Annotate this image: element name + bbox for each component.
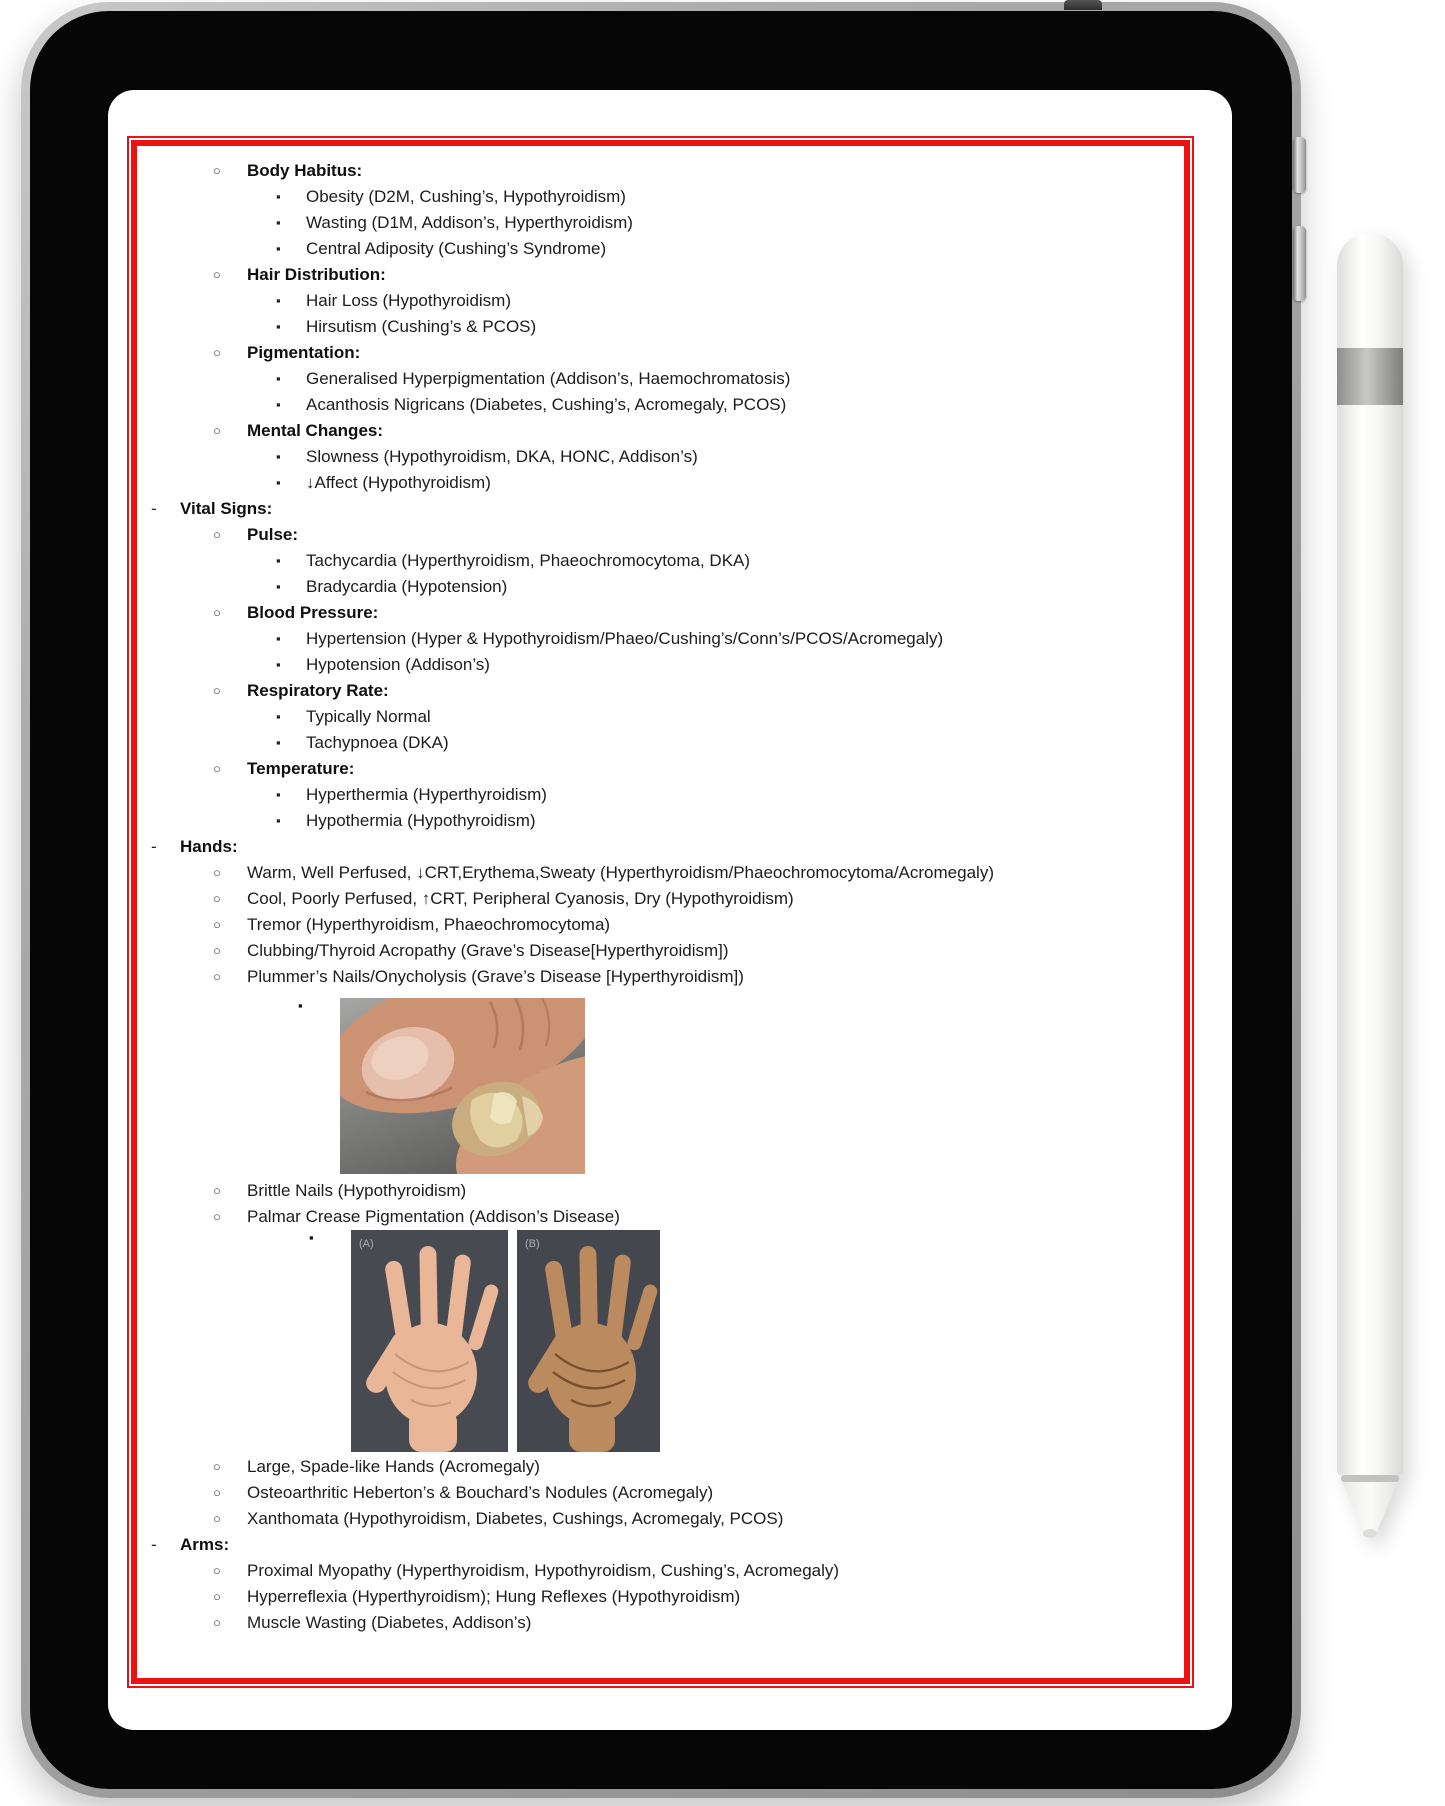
list-item-text: Slowness (Hypothyroidism, DKA, HONC, Addison’s) <box>306 447 698 466</box>
list-item-text: Temperature: <box>247 759 355 778</box>
circle-bullet: ○ <box>213 1615 221 1630</box>
circle-bullet: ○ <box>213 605 221 620</box>
square-bullet: ▪ <box>276 371 281 386</box>
list-item-text: Tachypnoea (DKA) <box>306 733 449 752</box>
list-item <box>137 1178 1184 1204</box>
square-bullet: ▪ <box>276 189 281 204</box>
list-item-text: Plummer’s Nails/Onycholysis (Grave’s Disease [Hyperthyroidism]) <box>247 967 744 986</box>
list-item-text: Hypertension (Hyper & Hypothyroidism/Phaeo/Cushing’s/Conn’s/PCOS/Acromegaly) <box>306 629 944 648</box>
list-item-text: Blood Pressure: <box>247 603 379 622</box>
list-item-text: Bradycardia (Hypotension) <box>306 577 508 596</box>
square-bullet: ▪ <box>276 579 281 594</box>
list-item <box>137 1480 1184 1506</box>
list-item-text: Hypotension (Addison’s) <box>306 655 490 674</box>
photo-panel-a <box>351 1230 508 1452</box>
circle-bullet: ○ <box>213 1485 221 1500</box>
list-item-text: Tachycardia (Hyperthyroidism, Phaeochromocytoma, DKA) <box>306 551 751 570</box>
list-item <box>137 574 1184 600</box>
list-item <box>137 964 1184 990</box>
list-item-text: Palmar Crease Pigmentation (Addison’s Disease) <box>247 1207 620 1226</box>
document-page <box>131 140 1190 1684</box>
list-item <box>137 522 1184 548</box>
list-item <box>137 1532 1184 1558</box>
list-item <box>137 626 1184 652</box>
list-item <box>137 652 1184 678</box>
list-item-text: Muscle Wasting (Diabetes, Addison’s) <box>247 1613 532 1632</box>
list-item-text: Pulse: <box>247 525 299 544</box>
square-bullet: ▪ <box>276 449 281 464</box>
list-item-text: Vital Signs: <box>180 499 273 518</box>
square-bullet: ▪ <box>276 293 281 308</box>
power-button <box>1064 0 1102 10</box>
apple-pencil <box>1337 233 1403 1539</box>
photo-panel-b <box>517 1230 660 1452</box>
list-item-text: Wasting (D1M, Addison’s, Hyperthyroidism) <box>306 213 633 232</box>
palmar-crease-photo <box>309 1230 660 1452</box>
list-item <box>137 470 1184 496</box>
pencil-body <box>1337 233 1403 1475</box>
list-item <box>137 1506 1184 1532</box>
panel-label-a: (A) <box>359 1238 374 1250</box>
circle-bullet: ○ <box>213 423 221 438</box>
list-item <box>137 314 1184 340</box>
square-bullet: ▪ <box>276 241 281 256</box>
square-bullet: ▪ <box>298 998 303 1013</box>
list-item-text: Hirsutism (Cushing’s & PCOS) <box>306 317 537 336</box>
list-item <box>137 262 1184 288</box>
list-item-text: Tremor (Hyperthyroidism, Phaeochromocytoma) <box>247 915 611 934</box>
list-item-text: Hair Distribution: <box>247 265 386 284</box>
list-item <box>137 730 1184 756</box>
list-item <box>137 210 1184 236</box>
list-item-text: Obesity (D2M, Cushing’s, Hypothyroidism) <box>306 187 626 206</box>
list-item <box>137 392 1184 418</box>
square-bullet: ▪ <box>276 709 281 724</box>
list-item <box>137 886 1184 912</box>
square-bullet: ▪ <box>276 631 281 646</box>
circle-bullet: ○ <box>213 267 221 282</box>
list-item <box>137 1584 1184 1610</box>
list-item-text: Brittle Nails (Hypothyroidism) <box>247 1181 467 1200</box>
list-item <box>137 340 1184 366</box>
list-item-text: Clubbing/Thyroid Acropathy (Grave’s Disease[Hyperthyroidism]) <box>247 941 729 960</box>
list-item <box>137 1610 1184 1636</box>
list-item-text: Warm, Well Perfused, ↓CRT,Erythema,Sweaty (Hyperthyroidism/Phaeochromocytoma/Acromegaly) <box>247 863 994 882</box>
circle-bullet: ○ <box>213 527 221 542</box>
list-item <box>137 236 1184 262</box>
list-item <box>137 860 1184 886</box>
list-item <box>137 600 1184 626</box>
circle-bullet: ○ <box>213 891 221 906</box>
list-item-text: Central Adiposity (Cushing’s Syndrome) <box>306 239 607 258</box>
list-item-text: Cool, Poorly Perfused, ↑CRT, Peripheral Cyanosis, Dry (Hypothyroidism) <box>247 889 794 908</box>
list-item <box>137 1204 1184 1230</box>
circle-bullet: ○ <box>213 1209 221 1224</box>
pencil-ring <box>1341 1475 1399 1482</box>
square-bullet: ▪ <box>276 215 281 230</box>
list-item <box>137 782 1184 808</box>
list-item-text: Hyperthermia (Hyperthyroidism) <box>306 785 547 804</box>
circle-bullet: ○ <box>213 1589 221 1604</box>
square-bullet: ▪ <box>276 813 281 828</box>
tablet-frame <box>21 2 1301 1798</box>
list-item-text: Generalised Hyperpigmentation (Addison’s, Haemochromatosis) <box>306 369 791 388</box>
list-item-text: Hair Loss (Hypothyroidism) <box>306 291 511 310</box>
volume-down-button <box>1293 226 1306 301</box>
list-item <box>137 1454 1184 1480</box>
list-item-text: Typically Normal <box>306 707 431 726</box>
list-item <box>137 158 1184 184</box>
list-item-text: Xanthomata (Hypothyroidism, Diabetes, Cushings, Acromegaly, PCOS) <box>247 1509 784 1528</box>
pencil-band <box>1337 348 1403 405</box>
onycholysis-photo <box>298 998 585 1174</box>
list-item-text: Pigmentation: <box>247 343 361 362</box>
list-item-text: Acanthosis Nigricans (Diabetes, Cushing’s, Acromegaly, PCOS) <box>306 395 787 414</box>
list-item-text: Mental Changes: <box>247 421 384 440</box>
list-item-text: Large, Spade-like Hands (Acromegaly) <box>247 1457 540 1476</box>
square-bullet: ▪ <box>276 553 281 568</box>
volume-up-button <box>1293 137 1306 193</box>
list-item <box>137 756 1184 782</box>
square-bullet: ▪ <box>276 787 281 802</box>
list-item <box>137 808 1184 834</box>
square-bullet: ▪ <box>276 475 281 490</box>
list-item <box>137 184 1184 210</box>
square-bullet: ▪ <box>309 1230 314 1245</box>
square-bullet: ▪ <box>276 657 281 672</box>
list-item-text: Hyperreflexia (Hyperthyroidism); Hung Reflexes (Hypothyroidism) <box>247 1587 741 1606</box>
circle-bullet: ○ <box>213 943 221 958</box>
list-item <box>137 444 1184 470</box>
square-bullet: ▪ <box>276 397 281 412</box>
list-item <box>137 704 1184 730</box>
dash-bullet: - <box>151 499 157 518</box>
panel-label-b: (B) <box>525 1238 540 1250</box>
pencil-tip-nub <box>1363 1529 1377 1538</box>
list-item-text: Body Habitus: <box>247 161 363 180</box>
circle-bullet: ○ <box>213 865 221 880</box>
list-item-text: Arms: <box>180 1535 230 1554</box>
onycholysis-photo-image <box>340 998 585 1174</box>
dash-bullet: - <box>151 837 157 856</box>
circle-bullet: ○ <box>213 1511 221 1526</box>
list-item-text: ↓Affect (Hypothyroidism) <box>306 473 491 492</box>
list-item-text: Hypothermia (Hypothyroidism) <box>306 811 536 830</box>
list-item-text: Respiratory Rate: <box>247 681 389 700</box>
tablet-screen[interactable] <box>108 90 1232 1730</box>
list-item-text: Proximal Myopathy (Hyperthyroidism, Hypothyroidism, Cushing’s, Acromegaly) <box>247 1561 840 1580</box>
circle-bullet: ○ <box>213 917 221 932</box>
list-item <box>137 418 1184 444</box>
list-item <box>137 834 1184 860</box>
circle-bullet: ○ <box>213 163 221 178</box>
square-bullet: ▪ <box>276 735 281 750</box>
square-bullet: ▪ <box>276 319 281 334</box>
list-item <box>137 548 1184 574</box>
circle-bullet: ○ <box>213 1459 221 1474</box>
list-item-text: Hands: <box>180 837 238 856</box>
list-item <box>137 1558 1184 1584</box>
list-item <box>137 912 1184 938</box>
pencil-tip <box>1337 1482 1403 1534</box>
list-item-text: Osteoarthritic Heberton’s & Bouchard’s Nodules (Acromegaly) <box>247 1483 714 1502</box>
circle-bullet: ○ <box>213 969 221 984</box>
circle-bullet: ○ <box>213 683 221 698</box>
tablet-bezel <box>30 11 1292 1789</box>
list-item <box>137 496 1184 522</box>
circle-bullet: ○ <box>213 761 221 776</box>
list-item <box>137 366 1184 392</box>
circle-bullet: ○ <box>213 1183 221 1198</box>
list-item <box>137 678 1184 704</box>
list-item <box>137 288 1184 314</box>
list-item <box>137 938 1184 964</box>
circle-bullet: ○ <box>213 345 221 360</box>
circle-bullet: ○ <box>213 1563 221 1578</box>
dash-bullet: - <box>151 1535 157 1554</box>
